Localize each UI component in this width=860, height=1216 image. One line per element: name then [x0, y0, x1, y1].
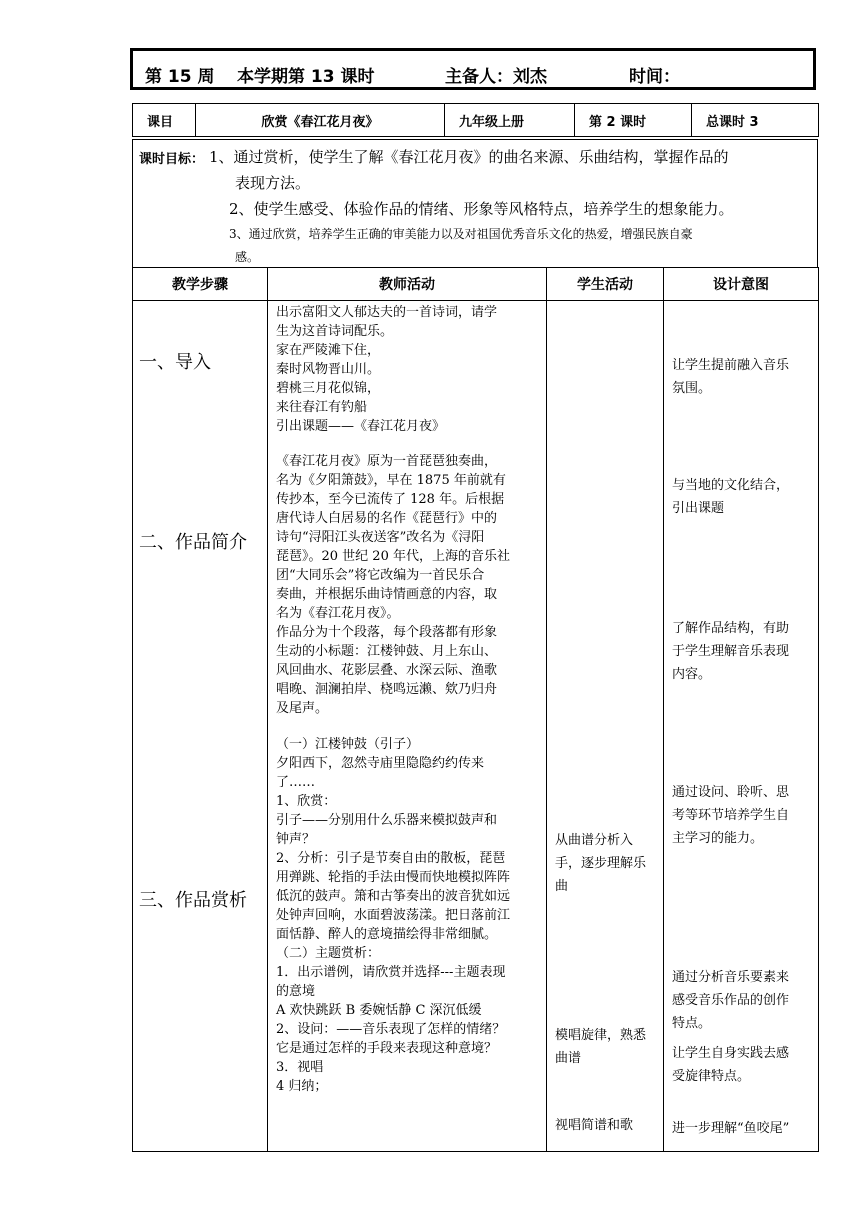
teacher-line: 奏曲，并根据乐曲诗情画意的内容，取 [276, 587, 498, 602]
grade: 九年级上册 [445, 104, 575, 137]
teaching-steps-table [132, 267, 819, 1152]
design-line: 与当地的文化结合， [672, 478, 790, 493]
teacher-line: 生为这首诗词配乐。 [276, 324, 394, 339]
teacher-line: 低沉的鼓声。箫和古筝奏出的波音犹如远 [276, 889, 511, 904]
teacher-line: 生动的小标题：江楼钟鼓、月上东山、 [276, 644, 498, 659]
teacher-line: 面恬静、醉人的意境描绘得非常细腻。 [276, 927, 498, 942]
goal-line: 2、使学生感受、体验作品的情绪、形象等风格特点，培养学生的想象能力。 [229, 200, 734, 218]
teacher-line: 的意境 [276, 984, 316, 999]
teacher-line: 引子——分别用什么乐器来模拟鼓声和 [276, 813, 498, 828]
teacher-cell [268, 301, 547, 1152]
teacher-line: 钟声？ [276, 832, 316, 847]
teacher-line: 出示富阳文人郁达夫的一首诗词，请学 [276, 305, 498, 320]
teacher-line: 处钟声回响，水面碧波荡漾。把日落前江 [276, 908, 511, 923]
teacher-line: 来往春江有钓船 [276, 400, 368, 415]
student-line: 曲 [555, 879, 569, 894]
student-line: 手，逐步理解乐 [555, 856, 647, 871]
teacher-line: 3．视唱 [276, 1060, 324, 1075]
teacher-line: 2、分析：引子是节奏自由的散板，琵琶 [276, 851, 506, 866]
teacher-line: 碧桃三月花似锦， [276, 381, 381, 396]
goal-line: 感。 [235, 250, 260, 264]
teacher-line: 诗句“浔阳江头夜送客”改名为《浔阳 [276, 530, 485, 545]
design-line: 让学生提前融入音乐 [672, 358, 790, 373]
teacher-line: 琵琶》。20 世纪 20 年代，上海的音乐社 [276, 549, 510, 564]
subject-value: 欣赏《春江花月夜》 [196, 104, 445, 137]
teacher-line: 团“大同乐会”将它改编为一首民乐合 [276, 568, 485, 583]
teacher-line: 传抄本，至今已流传了 128 年。后根据 [276, 492, 505, 507]
student-line: 曲谱 [555, 1051, 582, 1066]
step-appreciation: 三、作品赏析 [139, 890, 247, 911]
teacher-line: 2、设问：——音乐表现了怎样的情绪？ [276, 1022, 506, 1037]
goal-line: 3、通过欣赏，培养学生正确的审美能力以及对祖国优秀音乐文化的热爱，增强民族自豪 [229, 227, 693, 241]
goals-cell [133, 140, 818, 268]
column-header-design: 设计意图 [664, 268, 819, 301]
subject-label: 课目 [133, 104, 196, 137]
step-overview: 二、作品简介 [139, 532, 247, 553]
teacher-line: 1．出示谱例，请欣赏并选择---主题表现 [276, 965, 506, 980]
teacher-line: 名为《夕阳箫鼓》，早在 1875 年前就有 [276, 473, 506, 488]
student-line: 视唱简谱和歌 [555, 1118, 634, 1133]
goals-label: 课时目标： [139, 152, 205, 167]
teacher-line: （一）江楼钟鼓（引子） [276, 737, 420, 752]
teacher-line: 它是通过怎样的手段来表现这种意境？ [276, 1041, 498, 1056]
goal-line: 表现方法。 [235, 174, 311, 192]
design-line: 通过设问、聆听、思 [672, 785, 790, 800]
teacher-line: 作品分为十个段落，每个段落都有形象 [276, 625, 498, 640]
column-header-teacher: 教师活动 [268, 268, 547, 301]
column-header-student: 学生活动 [547, 268, 664, 301]
design-line: 进一步理解“鱼咬尾” [672, 1121, 790, 1136]
design-line: 内容。 [672, 667, 712, 682]
design-line: 主学习的能力。 [672, 831, 764, 846]
teacher-line: 引出课题——《春江花月夜》 [276, 419, 446, 434]
design-line: 考等环节培养学生自 [672, 808, 790, 823]
lesson-number: 本学期第 13 课时 [237, 67, 375, 87]
teacher-line: 唱晚、洄澜拍岸、桡鸣远濑、欸乃归舟 [276, 682, 498, 697]
design-line: 通过分析音乐要素来 [672, 970, 790, 985]
total-sessions: 总课时 3 [692, 104, 819, 137]
column-header-steps: 教学步骤 [133, 268, 268, 301]
teacher-line: 夕阳西下，忽然寺庙里隐隐约约传来 [276, 756, 485, 771]
design-line: 让学生自身实践去感 [672, 1046, 790, 1061]
design-line: 氛围。 [672, 381, 712, 396]
preparer: 主备人：刘杰 [445, 67, 547, 87]
design-line: 受旋律特点。 [672, 1069, 751, 1084]
design-cell [664, 301, 819, 1152]
teacher-line: 了…… [276, 775, 316, 790]
teacher-line: 名为《春江花月夜》。 [276, 606, 400, 621]
lesson-header [130, 48, 816, 90]
steps-cell [133, 301, 268, 1152]
teacher-line: 风回曲水、花影层叠、水深云际、渔歌 [276, 663, 498, 678]
week-label: 第 15 周 [145, 67, 215, 87]
design-line: 特点。 [672, 1016, 712, 1031]
teacher-line: 4 归纳； [276, 1079, 328, 1094]
teacher-line: （二）主题赏析： [276, 946, 381, 961]
teacher-line: 《春江花月夜》原为一首琵琶独奏曲， [276, 454, 498, 469]
design-line: 了解作品结构，有助 [672, 621, 790, 636]
lesson-info-table [132, 103, 819, 137]
goal-line: 1、通过赏析，使学生了解《春江花月夜》的曲名来源、乐曲结构，掌握作品的 [209, 148, 729, 166]
teacher-line: 唐代诗人白居易的名作《琵琶行》中的 [276, 511, 498, 526]
teacher-line: 1、欣赏： [276, 794, 337, 809]
student-line: 模唱旋律，熟悉 [555, 1028, 647, 1043]
goals-table [132, 139, 818, 268]
teacher-line: 及尾声。 [276, 701, 329, 716]
teacher-line: 用弹跳、轮指的手法由慢而快地模拟阵阵 [276, 870, 511, 885]
teacher-line: 秦时风物晋山川。 [276, 362, 381, 377]
student-cell [547, 301, 664, 1152]
student-line: 从曲谱分析入 [555, 833, 634, 848]
design-line: 于学生理解音乐表现 [672, 644, 790, 659]
session: 第 2 课时 [575, 104, 692, 137]
time-label: 时间： [629, 67, 680, 87]
design-line: 感受音乐作品的创作 [672, 993, 790, 1008]
teacher-line: A 欢快跳跃 B 委婉恬静 C 深沉低缓 [276, 1003, 482, 1018]
design-line: 引出课题 [672, 501, 725, 516]
teacher-line: 家在严陵滩下住， [276, 343, 381, 358]
step-intro: 一、导入 [139, 352, 211, 373]
